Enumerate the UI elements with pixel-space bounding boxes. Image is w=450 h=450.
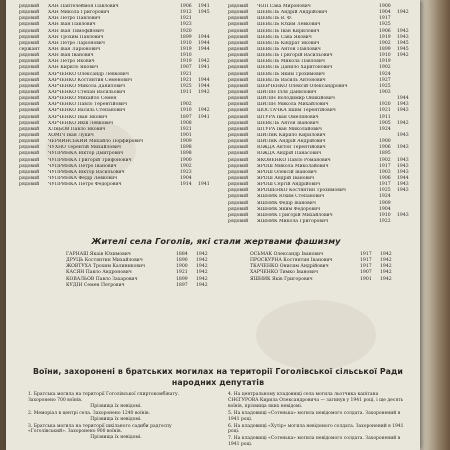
birth-year-cell: 1907 xyxy=(360,270,372,276)
birth-year-cell: 1906 xyxy=(379,28,391,34)
rank-cell: рядовий xyxy=(228,212,249,218)
grave-text: 4. На центральному кладовищі села могила льотчика капітана СНЄГУРОВА Кирила Олександровича — загинув у 1941 році, і ще десять воїнів, прізвища яких невідомі. xyxy=(228,392,404,409)
birth-year-cell: 1920 xyxy=(379,102,391,108)
name-cell: ХАН Іван Павлович xyxy=(48,22,96,28)
death-year-cell: 1941 xyxy=(198,114,210,120)
name-cell: ШЕВЕЛЬ Василь Антонович xyxy=(257,77,326,83)
name-cell: ШЕВЕЛЬ Андрій Андрійович xyxy=(257,10,328,16)
birth-year-cell: 1900 xyxy=(379,4,391,9)
name-cell: ЯРОШ Сергій Андрійович xyxy=(257,182,321,188)
death-year-cell: 1942 xyxy=(380,270,392,276)
name-cell: ЧУПРИНКА Петро Федорович xyxy=(48,182,122,188)
rank-cell: рядовий xyxy=(19,132,40,138)
death-year-cell: 1943 xyxy=(397,132,409,138)
death-year-cell: 1941 xyxy=(198,65,210,71)
birth-year-cell: 1909 xyxy=(379,200,391,206)
birth-year-cell: 1895 xyxy=(379,151,391,157)
list-civilians-right xyxy=(250,252,400,283)
birth-year-cell: 1899 xyxy=(180,34,192,40)
name-cell: ХАРЧЕНКО Тимко Іванович xyxy=(250,270,318,276)
name-cell: ХАРЧЕНКО Іван Якович xyxy=(48,114,108,120)
death-year-cell: 1942 xyxy=(397,10,409,16)
name-cell: ЧУПРИНКА Віктор Васильович xyxy=(48,169,125,175)
birth-year-cell: 1902 xyxy=(180,102,192,108)
birth-year-cell: 1917 xyxy=(379,16,391,22)
birth-year-cell: 1925 xyxy=(379,83,391,89)
birth-year-cell: 1910 xyxy=(379,53,391,59)
death-year-cell: 1944 xyxy=(198,83,210,89)
name-cell: ХАН Петро Ларіонович xyxy=(48,40,105,46)
death-year-cell: 1944 xyxy=(198,34,210,40)
death-year-cell: 1943 xyxy=(397,212,409,218)
death-year-cell: 1942 xyxy=(198,89,210,95)
rank-cell: рядовий xyxy=(228,53,249,59)
birth-year-cell: 1919 xyxy=(379,59,391,65)
death-year-cell: 1942 xyxy=(198,59,210,65)
birth-year-cell: 1901 xyxy=(180,132,192,138)
grave-note: Прізвища їх невідомі. xyxy=(90,416,142,422)
name-cell: ШЕВЕЛЬ Яким Трохимович xyxy=(257,71,325,77)
name-cell: ШИЛЯК Андрій Андрійович xyxy=(257,139,326,145)
rank-cell: рядовий xyxy=(19,34,40,40)
birth-year-cell: 1920 xyxy=(180,28,192,34)
birth-year-cell: 1925 xyxy=(379,188,391,194)
rank-cell: рядовий xyxy=(228,22,249,28)
birth-year-cell: 1908 xyxy=(180,120,192,126)
graves-heading: Воїни, захоронені в братських могилах на території Гоголівської сільської Ради народних депутатів xyxy=(33,367,403,387)
death-year-cell: 1944 xyxy=(198,40,210,46)
death-year-cell: 1943 xyxy=(397,169,409,175)
death-year-cell: 1942 xyxy=(380,252,392,257)
death-year-cell: 1944 xyxy=(198,46,210,52)
name-cell: ШЕВЕЛЬ Юхим Левкович xyxy=(257,22,321,28)
list-item xyxy=(28,411,204,423)
name-cell: ХОМІЧ Іван Лукич xyxy=(48,132,94,138)
name-cell: ЯКОВЕНКО Павло Романович xyxy=(257,157,331,163)
birth-year-cell: 1914 xyxy=(180,182,192,188)
name-cell: ШИЛЯК Кирило Кирилович xyxy=(257,132,326,138)
name-cell: ГАРНАШ Якаів Юхимович xyxy=(66,252,131,257)
rank-cell: рядовий xyxy=(228,77,249,83)
grave-note: Прізвища їх невідомі. xyxy=(90,435,142,441)
name-cell: ШЕВЧЕНКО Олексій Олександрович xyxy=(257,83,348,89)
birth-year-cell: 1921 xyxy=(180,71,192,77)
name-cell: ЧУПРИНКА Петро Іванович xyxy=(48,163,117,169)
rank-cell: рядовий xyxy=(228,218,249,224)
list-civilians-left xyxy=(66,252,216,289)
name-cell: ЯРОШ Олексій Іванович xyxy=(257,169,317,175)
rank-cell: рядовий xyxy=(228,59,249,65)
name-cell: ЧЕРВИНСЬКИЙ Михайло Порфирович xyxy=(48,139,144,145)
name-cell: ПРОСКУРНА Костянтин Іванович xyxy=(250,258,333,264)
list-item xyxy=(228,411,410,423)
birth-year-cell: 1921 xyxy=(379,108,391,114)
list-item xyxy=(28,392,204,410)
graves-list-left xyxy=(28,392,204,442)
birth-year-cell: 1924 xyxy=(379,126,391,132)
rank-cell: рядовий xyxy=(228,89,249,95)
rank-cell: рядовий xyxy=(228,96,249,102)
birth-year-cell: 1902 xyxy=(180,163,192,169)
name-cell: ШТУРА Іван Омелянович xyxy=(257,114,319,120)
rank-cell: рядовий xyxy=(228,200,249,206)
rank-cell: рядовий xyxy=(228,65,249,71)
rank-cell: рядовий xyxy=(228,102,249,108)
name-cell: КОВАЛЬОВ Павло Захарович xyxy=(66,276,138,282)
name-cell: ЮЖДА Андрій Панасович xyxy=(257,151,322,157)
death-year-cell: 1942 xyxy=(196,282,208,288)
civilians-heading: Жителі села Гоголів, які стали жертвами фашизму xyxy=(91,236,341,246)
death-year-cell: 1942 xyxy=(397,28,409,34)
birth-year-cell: 1919 xyxy=(180,46,192,52)
name-cell: ЯШНИК Яким Федорович xyxy=(257,206,321,212)
birth-year-cell: 1925 xyxy=(180,83,192,89)
name-cell: ХАРЧЕНКО Яків Левкович xyxy=(48,120,114,126)
birth-year-cell: 1903 xyxy=(379,169,391,175)
name-cell: ШИЛІН Володимир Оникійович xyxy=(257,96,335,102)
birth-year-cell: 1900 xyxy=(180,157,192,163)
rank-cell: рядовий xyxy=(19,83,40,89)
birth-year-cell: 1906 xyxy=(180,4,192,9)
death-year-cell: 1944 xyxy=(397,175,409,181)
name-cell: ЯШНИК Микола Григорович xyxy=(257,218,329,224)
rank-cell: рядовий xyxy=(228,71,249,77)
birth-year-cell: 1907 xyxy=(180,65,192,71)
birth-year-cell: 1890 xyxy=(176,258,188,264)
name-cell: ХАН Іван Ларіонович xyxy=(48,46,101,52)
rank-cell: рядовий xyxy=(228,182,249,188)
rank-cell: рядовий xyxy=(228,10,249,16)
name-cell: ШИЛІН Ілля Данилович xyxy=(257,89,317,95)
birth-year-cell: 1919 xyxy=(180,59,192,65)
rank-cell: рядовий xyxy=(228,120,249,126)
rank-cell: рядовий xyxy=(228,4,249,9)
list-fallen-left xyxy=(19,4,216,188)
birth-year-cell: 1912 xyxy=(180,10,192,16)
name-cell: ОСЬМАК Олександр Іванович xyxy=(250,252,324,257)
birth-year-cell: 1900 xyxy=(379,139,391,145)
rank-cell: рядовий xyxy=(19,175,40,181)
name-cell: ХАН Кирило Якович xyxy=(48,65,99,71)
rank-cell: рядовий xyxy=(19,22,40,28)
birth-year-cell: 1906 xyxy=(379,145,391,151)
death-year-cell: 1943 xyxy=(397,182,409,188)
death-year-cell: 1942 xyxy=(196,252,208,257)
death-year-cell: 1942 xyxy=(198,108,210,114)
death-year-cell: 1943 xyxy=(397,188,409,194)
birth-year-cell: 1897 xyxy=(176,282,188,288)
rank-cell: рядовий xyxy=(228,188,249,194)
birth-year-cell: 1902 xyxy=(379,157,391,163)
name-cell: ХАРЧЕНКО Михайло Семен xyxy=(48,96,117,102)
birth-year-cell: 1910 xyxy=(379,212,391,218)
rank-cell: рядовий xyxy=(19,77,40,83)
rank-cell: рядовий xyxy=(228,16,249,22)
birth-year-cell: 1922 xyxy=(379,218,391,224)
grave-text: 3. Братська могила на території шкільного садиби радгоспу «Гоголівський». Захоронено 900 воїнів. xyxy=(28,423,172,435)
rank-cell: рядовий xyxy=(19,28,40,34)
rank-cell: рядовий xyxy=(19,59,40,65)
name-cell: ЯРОШ Андрій Іванович xyxy=(257,175,315,181)
grave-text: 5. На кладовищі «Сотенька» могила невідомого солдата. Захоронений в 1941 році. xyxy=(228,410,401,422)
death-year-cell: 1945 xyxy=(397,40,409,46)
list-item xyxy=(228,392,410,410)
rank-cell: рядовий xyxy=(19,139,40,145)
rank-cell: рядовий xyxy=(228,157,249,163)
rank-cell: рядовий xyxy=(19,126,40,132)
birth-year-cell: 1911 xyxy=(180,89,192,95)
name-cell: ШЕВЕЛЬ Антон Павлович xyxy=(257,46,321,52)
rank-cell: рядовий xyxy=(228,132,249,138)
rank-cell: рядовий xyxy=(19,151,40,157)
birth-year-cell: 1917 xyxy=(360,258,372,264)
rank-cell: рядовий xyxy=(228,194,249,200)
name-cell: ДРУЦЬ Костянтин Михайлович xyxy=(66,258,143,264)
birth-year-cell: 1909 xyxy=(180,139,192,145)
name-cell: ХЛЯБОВ Павло Якович xyxy=(48,126,106,132)
rank-cell: рядовий xyxy=(19,163,40,169)
rank-cell: рядовий xyxy=(228,114,249,120)
death-year-cell: 1941 xyxy=(198,182,210,188)
rank-cell: рядовий xyxy=(19,182,40,188)
rank-cell: рядовий xyxy=(228,151,249,157)
rank-cell: рядовий xyxy=(228,139,249,145)
grave-text: 2. Меморіал в центрі села. Захоронено 1240 воїнів. xyxy=(28,410,150,416)
rank-cell: рядовий xyxy=(19,108,40,114)
birth-year-cell: 1911 xyxy=(379,114,391,120)
list-item xyxy=(228,436,410,448)
birth-year-cell: 1921 xyxy=(180,77,192,83)
name-cell: ХАН Іван Іванович xyxy=(48,53,94,59)
book-page-edge xyxy=(420,0,450,450)
birth-year-cell: 1917 xyxy=(379,182,391,188)
birth-year-cell: 1923 xyxy=(180,169,192,175)
name-cell: ШЕВЕЛЬ В. Ф. xyxy=(257,16,293,22)
name-cell: КАСЯН Павло Андронович xyxy=(66,270,132,276)
name-cell: ХАН Микола Григорович xyxy=(48,10,110,16)
name-cell: ХАРЧЕНКО Костянтин Семенович xyxy=(48,77,133,83)
name-cell: ШТУРА Іван Миколайович xyxy=(257,126,322,132)
list-fallen-right xyxy=(228,4,415,225)
name-cell: ХАН Трохим Павлович xyxy=(48,34,104,40)
death-year-cell: 1942 xyxy=(380,258,392,264)
name-cell: ШЕВЕЛЬ Григорій Васильович xyxy=(257,53,333,59)
grave-text: 7. На кладовищі «Сотенька» могила невідомого солдата. Захоронений в 1941 році. xyxy=(228,436,401,448)
death-year-cell: 1942 xyxy=(397,53,409,59)
birth-year-cell: 1902 xyxy=(379,40,391,46)
birth-year-cell: 1899 xyxy=(379,46,391,52)
birth-year-cell: 1921 xyxy=(180,16,192,22)
table-row xyxy=(19,182,216,188)
rank-cell: рядовий xyxy=(19,114,40,120)
birth-year-cell: 1898 xyxy=(180,151,192,157)
rank-cell: рядовий xyxy=(19,89,40,95)
paper-stain xyxy=(256,300,376,370)
birth-year-cell: 1904 xyxy=(379,10,391,16)
death-year-cell: 1944 xyxy=(397,96,409,102)
death-year-cell: 1941 xyxy=(198,4,210,9)
table-row xyxy=(250,277,400,283)
birth-year-cell: 1904 xyxy=(379,206,391,212)
list-item xyxy=(228,424,410,436)
graves-list-right xyxy=(228,392,410,449)
rank-cell: рядовий xyxy=(228,46,249,52)
name-cell: ШЕВЕЛЬ Кіндрат Якович xyxy=(257,40,320,46)
name-cell: ЧУПРИНКА Віктор Дмитрович xyxy=(48,151,124,157)
birth-year-cell: 1884 xyxy=(176,252,188,257)
death-year-cell: 1944 xyxy=(198,77,210,83)
rank-cell: сержант xyxy=(19,46,40,52)
name-cell: ШЕВЕЛЬ Микола Павлович xyxy=(257,59,325,65)
book-page xyxy=(6,0,420,450)
birth-year-cell: 1901 xyxy=(360,276,372,282)
name-cell: ХАН Петро Якович xyxy=(48,59,95,65)
rank-cell: рядовий xyxy=(228,40,249,46)
grave-note: Прізвища їх невідомі. xyxy=(90,403,142,409)
rank-cell: рядовий xyxy=(228,28,249,34)
name-cell: ТКАЧЕНКО Онисим Андрійович xyxy=(250,264,329,270)
rank-cell: рядовий xyxy=(228,126,249,132)
rank-cell: рядовий xyxy=(19,4,40,9)
name-cell: ЧУПРИНКА Федір Левкович xyxy=(48,175,118,181)
birth-year-cell: 1905 xyxy=(379,120,391,126)
birth-year-cell: 1903 xyxy=(379,89,391,95)
rank-cell: рядовий xyxy=(19,102,40,108)
death-year-cell: 1945 xyxy=(198,10,210,16)
name-cell: ЧОП Сава Миронович xyxy=(257,4,311,9)
name-cell: ШЕВЕЛЬ Іван Кирилович xyxy=(257,28,320,34)
name-cell: ЯШНИК Яків Григорович xyxy=(250,276,313,282)
rank-cell: рядовий xyxy=(19,16,40,22)
death-year-cell: 1943 xyxy=(397,34,409,40)
birth-year-cell: 1900 xyxy=(176,264,188,270)
birth-year-cell: 1927 xyxy=(379,77,391,83)
birth-year-cell: 1910 xyxy=(180,108,192,114)
birth-year-cell: 1904 xyxy=(180,175,192,181)
death-year-cell: 1942 xyxy=(196,258,208,264)
death-year-cell: 1943 xyxy=(397,102,409,108)
death-year-cell: 1943 xyxy=(397,157,409,163)
birth-year-cell: 1924 xyxy=(379,71,391,77)
name-cell: ЖОВТУХА Трохим Калиникович xyxy=(66,264,146,270)
rank-cell: рядовий xyxy=(228,145,249,151)
name-cell: ШЕВЕЛЬ Антон Іванович xyxy=(257,120,319,126)
rank-cell: рядовий xyxy=(19,169,40,175)
name-cell: ШОСТАЧКА Яким Терентійович xyxy=(257,108,336,114)
death-year-cell: 1943 xyxy=(397,108,409,114)
name-cell: ЮЖДА Антон Терентійович xyxy=(257,145,326,151)
birth-year-cell: 1910 xyxy=(180,40,192,46)
name-cell: ХАН Петро Павлович xyxy=(48,16,101,22)
death-year-cell: 1945 xyxy=(397,46,409,52)
name-cell: ХАРЧЕНКО Василь Степанович xyxy=(48,108,126,114)
birth-year-cell: 1906 xyxy=(379,175,391,181)
death-year-cell: 1943 xyxy=(397,163,409,169)
death-year-cell: 1943 xyxy=(397,145,409,151)
rank-cell: рядовий xyxy=(228,206,249,212)
birth-year-cell: 1902 xyxy=(379,65,391,71)
name-cell: ХАРЧЕНКО Микола Данилович xyxy=(48,83,126,89)
death-year-cell xyxy=(397,219,415,225)
name-cell: ЧУХНО Терентій Михайлович xyxy=(48,145,121,151)
rank-cell: рядовий xyxy=(19,40,40,46)
rank-cell: рядовий xyxy=(228,34,249,40)
name-cell: ЯШНИК Юхим Степанович xyxy=(257,194,325,200)
death-year-cell: 1942 xyxy=(196,270,208,276)
birth-year-cell: 1899 xyxy=(176,276,188,282)
birth-year-cell: 1925 xyxy=(379,22,391,28)
birth-year-cell: 1924 xyxy=(379,194,391,200)
rank-cell: рядовий xyxy=(19,120,40,126)
table-row xyxy=(228,219,415,225)
birth-year-cell: 1898 xyxy=(180,145,192,151)
name-cell: ХАРЧЕНКО Степан Васильович xyxy=(48,89,126,95)
death-year-cell: 1942 xyxy=(380,276,392,282)
birth-year-cell: 1917 xyxy=(360,252,372,257)
rank-cell: рядовий xyxy=(228,169,249,175)
name-cell: ЯШНИК Григорій Михайлович xyxy=(257,212,333,218)
birth-year-cell: 1917 xyxy=(360,264,372,270)
name-cell: ХАРЧЕНКО Олександр Левкович xyxy=(48,71,129,77)
rank-cell: рядовий xyxy=(19,10,40,16)
birth-year-cell: 1910 xyxy=(180,53,192,59)
grave-text: 6. На кладовищі «Хутір» могила невідомого солдата. Захоронений в 1941 році. xyxy=(228,423,404,435)
rank-cell: рядовий xyxy=(19,71,40,77)
birth-year-cell: 1919 xyxy=(379,34,391,40)
grave-text: 1. Братська могила на території Гоголівської спиртокомбінату. Захоронено 700 воїнів. xyxy=(28,392,180,403)
name-cell: ХАН Іван Тимофійович xyxy=(48,28,104,34)
name-cell: ШЕВЕЛЬ Данило Харитонович xyxy=(257,65,333,71)
birth-year-cell: 1897 xyxy=(180,114,192,120)
rank-cell: рядовий xyxy=(19,96,40,102)
list-item xyxy=(28,424,204,442)
name-cell: ЯРОШЕНКО Костянтин Трохимович xyxy=(257,188,346,194)
rank-cell: рядовий xyxy=(228,175,249,181)
name-cell: ШИЛІН Микола Михайлович xyxy=(257,102,329,108)
birth-year-cell: 1921 xyxy=(176,270,188,276)
name-cell: ЯШНИК Федір Іванович xyxy=(257,200,316,206)
table-row xyxy=(66,283,216,289)
death-year-cell: 1942 xyxy=(196,276,208,282)
rank-cell: рядовий xyxy=(19,53,40,59)
name-cell: КУДІН Семен Петрович xyxy=(66,282,125,288)
birth-year-cell: 1917 xyxy=(379,163,391,169)
rank-cell: рядовий xyxy=(19,157,40,163)
rank-cell: рядовий xyxy=(19,145,40,151)
name-cell: ЯРОШ Микола Миколайович xyxy=(257,163,329,169)
name-cell: ХАН Пантелеймон Павлович xyxy=(48,4,119,9)
death-year-cell: 1942 xyxy=(380,264,392,270)
birth-year-cell: 1923 xyxy=(180,22,192,28)
name-cell: ЧУПРИНКА Григорій Трифонович xyxy=(48,157,132,163)
birth-year-cell: 1921 xyxy=(180,126,192,132)
name-cell: ХАРЧЕНКО Павло Терентійович xyxy=(48,102,128,108)
rank-cell: рядовий xyxy=(228,163,249,169)
rank-cell: рядовий xyxy=(228,83,249,89)
death-year-cell: 1942 xyxy=(196,264,208,270)
death-year-cell: 1942 xyxy=(397,120,409,126)
rank-cell: рядовий xyxy=(19,65,40,71)
rank-cell: рядовий xyxy=(228,108,249,114)
name-cell: ШЕВЕЛЬ Сава Якович xyxy=(257,34,312,40)
